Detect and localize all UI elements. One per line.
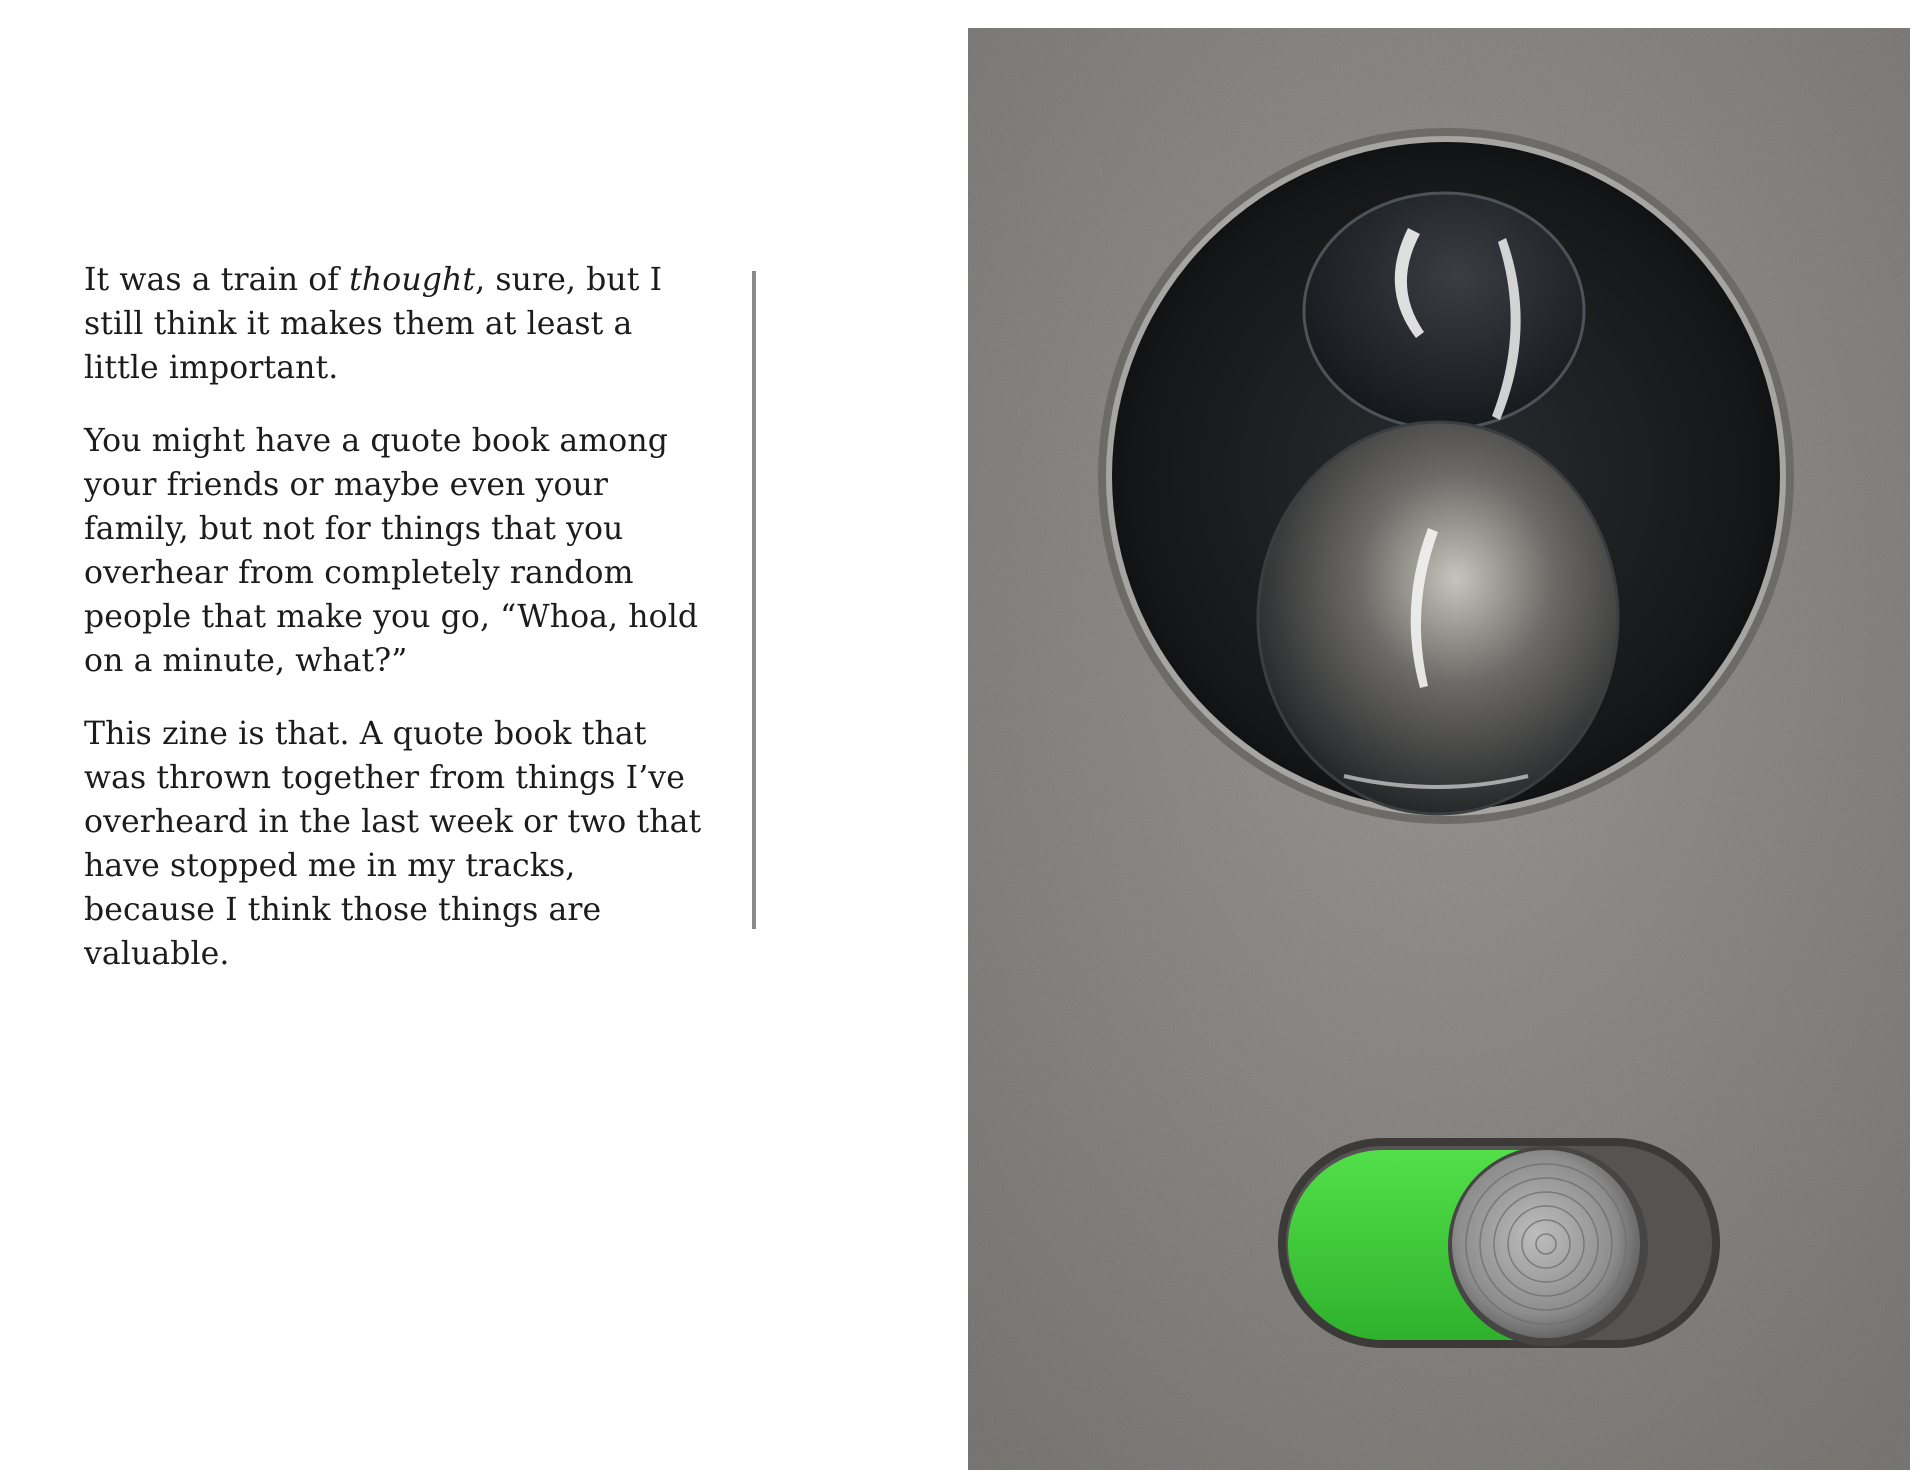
paragraph-1	[84, 258, 704, 390]
paragraph-1-end: , sure, but I still think it makes them at least a little important.	[84, 262, 663, 386]
paragraph-2: You might have a quote book among your friends or maybe even your family, but not for things that you overhear from completely random people that make you go, “Whoa, hold on a minute, what?”	[84, 423, 699, 679]
intro-text-column	[84, 258, 704, 1005]
paragraph-1-emphasis: thought	[349, 262, 476, 298]
paragraph-3: This zine is that. A quote book that was thrown together from things I’ve overheard in the last week or two that have stopped me in my tracks, because I think those things are valuable.	[84, 716, 702, 972]
camera-photo	[968, 28, 1910, 1470]
vertical-divider	[752, 271, 756, 929]
paragraph-1-start: It was a train of	[84, 262, 350, 298]
camera-lens-and-slider-switch-photo-icon	[968, 28, 1910, 1470]
